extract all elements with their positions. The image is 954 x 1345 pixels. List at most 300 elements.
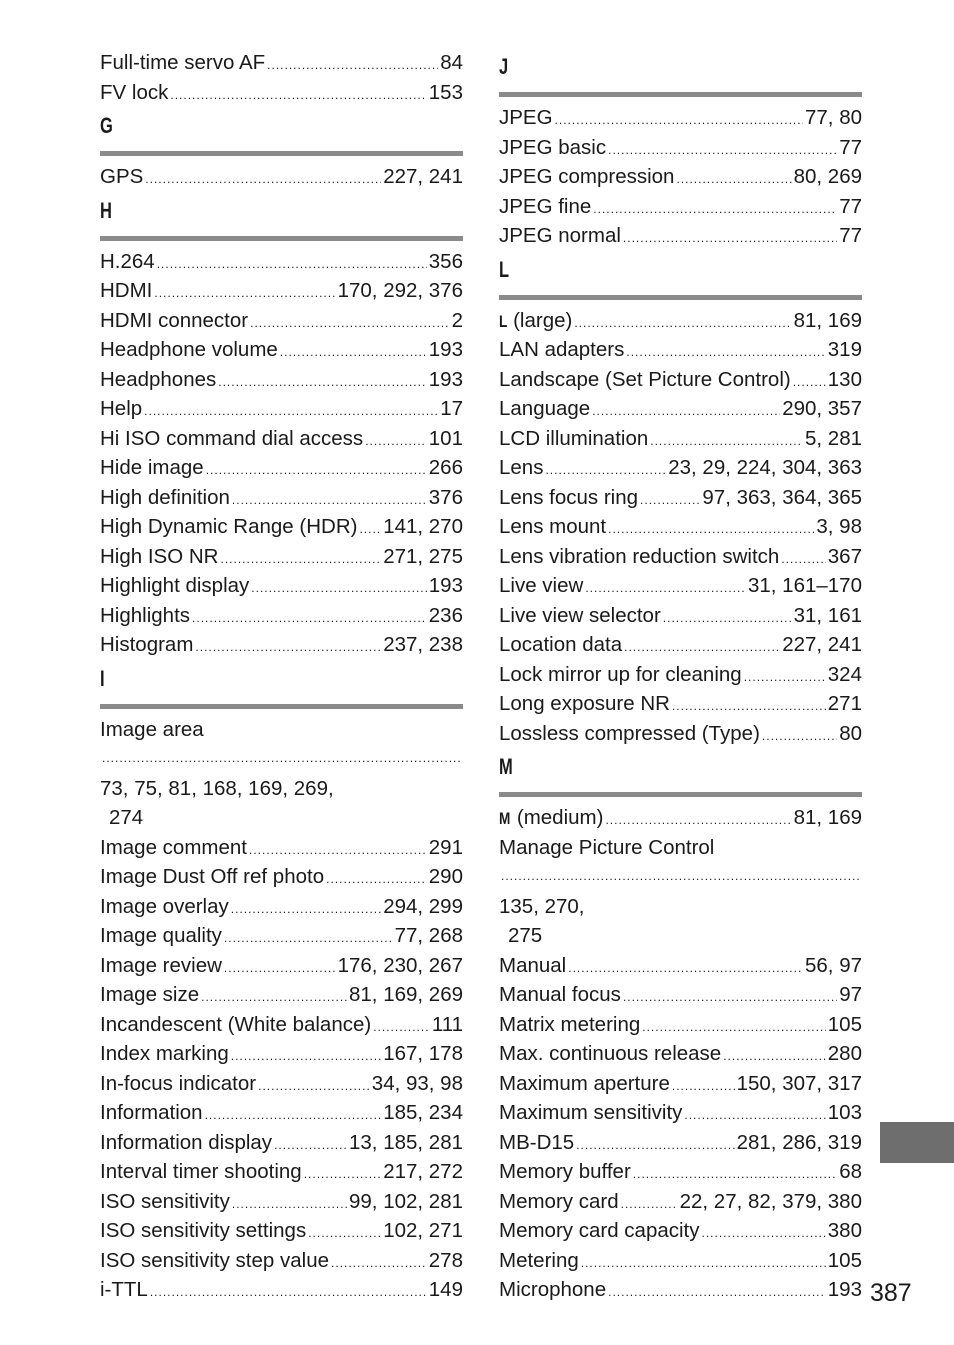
page-refs: 135, 270, [499, 894, 585, 918]
dot-leader [592, 397, 780, 427]
index-entry [100, 980, 463, 1010]
dot-leader [574, 309, 791, 339]
dot-leader [676, 165, 791, 195]
index-term [100, 1098, 203, 1128]
index-term [100, 1216, 306, 1246]
term-text: Image area [100, 717, 204, 741]
dot-leader [157, 250, 427, 280]
index-entry [100, 276, 463, 306]
index-entry [100, 715, 463, 833]
index-term [100, 78, 168, 108]
term-text: Help [100, 397, 143, 420]
index-term [499, 512, 606, 542]
term-text: FV lock [100, 80, 169, 104]
page-refs: 101 [428, 426, 463, 450]
section-divider [499, 295, 862, 300]
term-text: Lens [499, 456, 544, 479]
dot-leader [154, 279, 335, 309]
section-divider [100, 236, 463, 241]
page-refs: 167, 178 [383, 1042, 463, 1065]
page-refs: 130 [827, 367, 862, 391]
page-refs: 227, 241 [383, 165, 463, 188]
index-entry [100, 1157, 463, 1187]
page-refs: 217, 272 [383, 1160, 463, 1183]
term-text: (large) [507, 308, 573, 332]
index-section-j [499, 52, 862, 251]
section-letter: M [499, 754, 513, 779]
index-entry [100, 247, 463, 277]
page-refs: 22, 27, 82, 379, 380 [679, 1189, 862, 1213]
index-term [499, 1039, 721, 1069]
term-text: LAN adapters [499, 338, 625, 361]
page-refs: 185, 234 [383, 1101, 463, 1124]
page-refs: 23, 29, 224, 304, 363 [668, 456, 862, 479]
term-text: H.264 [100, 249, 155, 273]
index-term [100, 833, 247, 863]
term-text: Headphones [100, 367, 217, 391]
index-term [499, 424, 648, 454]
index-term [499, 689, 670, 719]
index-term [100, 394, 142, 424]
dot-leader [249, 836, 427, 866]
index-term [499, 601, 661, 631]
page-refs: 5, 281 [805, 426, 862, 450]
index-term [499, 192, 591, 222]
term-text: Memory buffer [499, 1160, 631, 1183]
page-refs: 99, 102, 281 [349, 1189, 463, 1213]
page-refs: 290 [428, 865, 463, 888]
index-entry [499, 1039, 862, 1069]
dot-leader [702, 1219, 826, 1249]
term-text: Long exposure NR [499, 692, 670, 715]
term-text: Interval timer shooting [100, 1160, 302, 1183]
index-entry [100, 1128, 463, 1158]
term-text: ISO sensitivity step value [100, 1248, 330, 1272]
term-text: JPEG compression [499, 165, 675, 188]
index-term [499, 719, 760, 749]
index-entry [499, 1275, 862, 1305]
index-term [100, 630, 193, 660]
index-term [499, 335, 624, 365]
index-term [499, 1275, 606, 1305]
index-term [499, 542, 779, 572]
dot-leader [373, 1013, 430, 1043]
section-divider [100, 704, 463, 709]
index-term [100, 453, 204, 483]
term-text: ISO sensitivity settings [100, 1219, 307, 1242]
page-refs: 266 [428, 456, 463, 479]
term-text: Image comment [100, 835, 247, 859]
term-text: GPS [100, 165, 144, 188]
dot-leader [206, 456, 427, 486]
thumb-tab [880, 1122, 954, 1163]
term-text: Maximum sensitivity [499, 1101, 683, 1124]
index-entry [499, 221, 862, 251]
dot-leader [608, 1278, 826, 1308]
term-text: Image review [100, 953, 222, 977]
index-entry [100, 1246, 463, 1276]
dot-leader [150, 1278, 427, 1308]
page-refs: 2 [451, 308, 463, 332]
section-divider [499, 792, 862, 797]
index-entry [499, 1187, 862, 1217]
page-refs: 278 [428, 1248, 463, 1272]
index-term [499, 630, 622, 660]
term-text: Hide image [100, 456, 204, 479]
term-text: Lock mirror up for cleaning [499, 662, 742, 686]
term-text: Location data [499, 633, 623, 656]
page-refs: 237, 238 [383, 633, 463, 656]
page-refs: 77, 80 [805, 106, 862, 129]
page-refs: 193 [428, 367, 463, 391]
dot-leader [365, 427, 427, 457]
index-term [499, 951, 566, 981]
term-text: Lens focus ring [499, 485, 639, 509]
dot-leader [781, 545, 825, 575]
term-text: Incandescent (White balance) [100, 1012, 372, 1036]
index-term [100, 247, 155, 277]
index-entry [499, 719, 862, 749]
dot-leader [663, 604, 792, 634]
index-entry [499, 512, 862, 542]
index-term [100, 1010, 371, 1040]
index-term [499, 1246, 579, 1276]
section-divider [499, 92, 862, 97]
page-refs: 356 [428, 249, 463, 273]
dot-leader [576, 1131, 734, 1161]
index-term [499, 103, 553, 133]
index-term [100, 542, 218, 572]
section-letter: I [100, 665, 105, 691]
index-term [100, 571, 249, 601]
index-term [100, 1128, 272, 1158]
index-entry [100, 1098, 463, 1128]
index-entry [499, 571, 862, 601]
index-section-m [499, 752, 862, 1305]
dot-leader [224, 924, 393, 954]
index-term [499, 1187, 619, 1217]
term-text: Manual [499, 953, 567, 977]
index-entry [499, 394, 862, 424]
page-refs: 31, 161 [793, 603, 862, 627]
index-term [100, 1039, 229, 1069]
index-term [499, 1157, 631, 1187]
term-text: Highlights [100, 603, 191, 627]
index-entry [100, 365, 463, 395]
term-text: JPEG fine [499, 194, 592, 218]
dot-leader [231, 895, 381, 925]
page-refs: 105 [827, 1248, 862, 1272]
index-entry [100, 1010, 463, 1040]
index-term [499, 453, 543, 483]
index-section-l [499, 255, 862, 749]
index-term [100, 892, 229, 922]
index-entry [100, 394, 463, 424]
page-refs: 280 [827, 1042, 862, 1065]
index-term [499, 162, 674, 192]
index-entry [499, 980, 862, 1010]
term-text: LCD illumination [499, 426, 649, 450]
page-refs: 77 [839, 224, 862, 247]
term-text: ISO sensitivity [100, 1189, 230, 1213]
term-text: Lens mount [499, 515, 607, 538]
index-entry [499, 689, 862, 719]
dot-leader [626, 338, 825, 368]
term-text: Live view [499, 574, 584, 597]
index-entry [499, 1128, 862, 1158]
dot-leader [308, 1219, 381, 1249]
dot-leader [274, 1131, 347, 1161]
dot-leader [640, 486, 700, 516]
page-refs: 84 [440, 51, 463, 74]
term-text: In-focus indicator [100, 1071, 257, 1095]
index-term [499, 1216, 700, 1246]
index-entry [100, 78, 463, 108]
dot-leader [723, 1042, 826, 1072]
term-text: (medium) [511, 806, 604, 829]
index-entry [100, 335, 463, 365]
page-refs: 111 [431, 1012, 463, 1036]
index-term [100, 424, 363, 454]
index-entry [100, 571, 463, 601]
term-text: Image overlay [100, 894, 229, 918]
index-term [100, 1275, 148, 1305]
index-term [499, 483, 638, 513]
dot-leader [568, 954, 803, 984]
index-entry [100, 162, 463, 192]
index-entry [100, 951, 463, 981]
index-entry [499, 133, 862, 163]
index-term [100, 1157, 302, 1187]
dot-leader [623, 224, 837, 254]
index-section-h [100, 196, 463, 660]
dot-leader [205, 1101, 382, 1131]
dot-leader [633, 1160, 837, 1190]
term-text: Manage Picture Control [499, 835, 715, 859]
dot-leader [331, 1249, 427, 1279]
dot-leader [224, 954, 336, 984]
page-refs: 68 [839, 1160, 862, 1183]
index-entry [499, 542, 862, 572]
index-term [100, 951, 222, 981]
page-refs: 97, 363, 364, 365 [702, 485, 862, 509]
index-entry [499, 335, 862, 365]
section-divider [100, 151, 463, 156]
page-refs: 380 [827, 1219, 862, 1242]
size-symbol: L [499, 311, 508, 331]
index-entry [100, 892, 463, 922]
page-refs: 367 [827, 544, 862, 568]
dot-leader [280, 338, 427, 368]
term-text: Language [499, 397, 591, 420]
dot-leader [650, 427, 803, 457]
term-text: Information [100, 1101, 203, 1124]
term-text: Image size [100, 983, 200, 1006]
page-refs: 236 [428, 603, 463, 627]
page-refs: 81, 169 [793, 308, 862, 332]
page-refs: 17 [440, 397, 463, 420]
dot-leader [501, 862, 860, 892]
index-entry [499, 306, 862, 336]
index-entry [100, 1069, 463, 1099]
dot-leader [304, 1160, 382, 1190]
dot-leader [267, 51, 438, 81]
index-entry [499, 660, 862, 690]
index-term [499, 221, 621, 251]
dot-leader [231, 1042, 381, 1072]
dot-leader [585, 574, 746, 604]
index-term [499, 803, 603, 834]
dot-leader [232, 1190, 347, 1220]
dot-leader [684, 1101, 825, 1131]
page-refs: 291 [428, 835, 463, 859]
index-term [100, 365, 216, 395]
page-refs: 141, 270 [383, 515, 463, 538]
dot-leader [744, 663, 826, 693]
dot-leader [170, 81, 426, 111]
dot-leader [192, 604, 427, 634]
index-entry [100, 542, 463, 572]
index-column-right [499, 48, 862, 1305]
term-text: Information display [100, 1130, 273, 1154]
term-text: HDMI [100, 279, 153, 302]
dot-leader [672, 1072, 735, 1102]
page-refs: 105 [827, 1012, 862, 1036]
dot-leader [102, 744, 461, 774]
index-term [100, 335, 278, 365]
term-text: Image quality [100, 924, 222, 947]
dot-leader [623, 983, 837, 1013]
section-letter: H [100, 197, 112, 223]
index-entry [100, 483, 463, 513]
term-text: Image Dust Off ref photo [100, 865, 325, 888]
page-refs: 170, 292, 376 [337, 279, 463, 302]
dot-leader [326, 865, 427, 895]
page-refs: 271 [827, 692, 862, 715]
dot-leader [624, 633, 780, 663]
term-text: High ISO NR [100, 544, 219, 568]
dot-leader [793, 368, 826, 398]
index-term [100, 306, 248, 336]
term-text: High Dynamic Range (HDR) [100, 515, 358, 538]
page-refs: 97 [839, 983, 862, 1006]
index-entry [100, 862, 463, 892]
index-entry [100, 1039, 463, 1069]
dot-leader [581, 1249, 826, 1279]
page-refs: 73, 75, 81, 168, 169, 269, [100, 776, 334, 800]
term-text: Landscape (Set Picture Control) [499, 367, 791, 391]
page-refs: 153 [428, 80, 463, 104]
page-refs: 81, 169, 269 [349, 983, 463, 1006]
index-entry [499, 424, 862, 454]
index-term [499, 133, 606, 163]
index-entry [499, 192, 862, 222]
dot-leader [762, 722, 837, 752]
dot-leader [545, 456, 666, 486]
page-refs: 193 [827, 1278, 862, 1301]
index-entry [499, 1157, 862, 1187]
page-refs: 3, 98 [816, 515, 862, 538]
term-text: Lossless compressed (Type) [499, 721, 760, 745]
page-refs: 103 [827, 1101, 862, 1124]
page-refs: 281, 286, 319 [736, 1130, 862, 1154]
index-term [499, 660, 742, 690]
index-entry [499, 630, 862, 660]
term-text: Memory card capacity [499, 1219, 700, 1242]
dot-leader [232, 486, 427, 516]
page-refs: 34, 93, 98 [371, 1071, 463, 1095]
index-entry [499, 803, 862, 833]
index-entry [100, 48, 463, 78]
term-text: JPEG normal [499, 224, 621, 247]
size-symbol: M [499, 809, 511, 828]
term-text: Manual focus [499, 983, 621, 1006]
term-text: Lens vibration reduction switch [499, 544, 780, 568]
index-entry [100, 921, 463, 951]
page-refs: 324 [827, 662, 862, 686]
term-text: Full-time servo AF [100, 51, 266, 74]
page-refs-continued: 274 [109, 806, 144, 829]
term-text: Hi ISO command dial access [100, 426, 364, 450]
index-entry [100, 512, 463, 542]
index-term [499, 833, 714, 863]
index-term [100, 921, 222, 951]
index-entry [100, 1216, 463, 1246]
page-refs: 290, 357 [782, 397, 862, 420]
page-refs: 13, 185, 281 [349, 1130, 463, 1154]
index-entry [499, 601, 862, 631]
page-refs: 294, 299 [383, 894, 463, 918]
index-term [100, 48, 265, 78]
term-text: Max. continuous release [499, 1042, 722, 1065]
term-text: Memory card [499, 1189, 619, 1213]
index-entry [499, 833, 862, 951]
dot-leader [359, 515, 381, 545]
index-entry [100, 306, 463, 336]
index-section-g [100, 111, 463, 192]
page-refs: 176, 230, 267 [337, 953, 463, 977]
index-entry [499, 1246, 862, 1276]
page-refs: 319 [827, 338, 862, 361]
dot-leader [144, 397, 438, 427]
index-term [499, 394, 590, 424]
dot-leader [608, 515, 814, 545]
term-text: MB-D15 [499, 1130, 575, 1154]
index-column-left [100, 48, 463, 1305]
section-letter: G [100, 113, 113, 138]
index-term [100, 276, 152, 306]
page-refs: 149 [428, 1278, 463, 1301]
dot-leader [672, 692, 826, 722]
index-term [499, 980, 621, 1010]
index-entry [100, 1187, 463, 1217]
term-text: Highlight display [100, 574, 250, 597]
term-text: Histogram [100, 633, 194, 656]
term-text: HDMI connector [100, 308, 249, 332]
index-term [100, 1069, 256, 1099]
index-term [100, 862, 324, 892]
dot-leader [218, 368, 427, 398]
index-term [100, 715, 204, 745]
term-text: i-TTL [100, 1278, 148, 1301]
term-text: High definition [100, 485, 230, 509]
term-text: JPEG basic [499, 135, 607, 159]
dot-leader [555, 106, 803, 136]
section-letter: L [499, 256, 510, 282]
dot-leader [258, 1072, 370, 1102]
term-text: Headphone volume [100, 338, 278, 361]
index-term [499, 1128, 574, 1158]
